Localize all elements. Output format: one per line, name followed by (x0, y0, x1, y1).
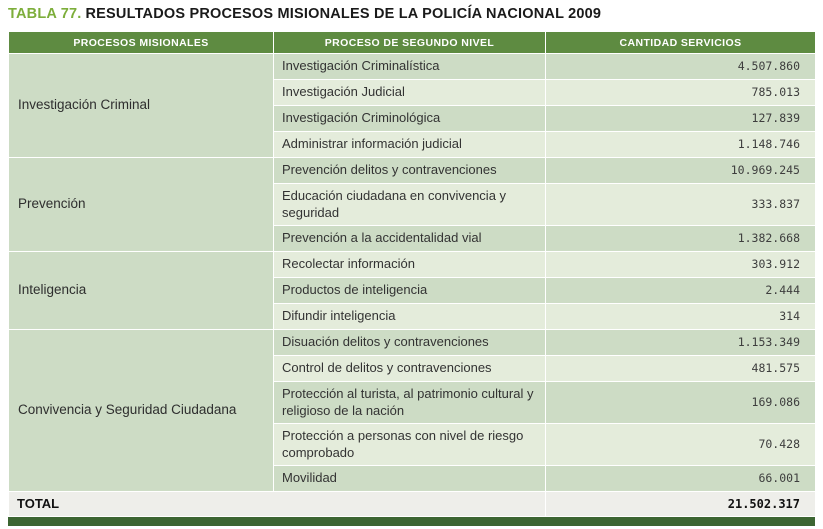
process-cell: Protección a personas con nivel de riesgo comprobado (274, 424, 546, 466)
process-cell: Movilidad (274, 466, 546, 492)
value-cell: 303.912 (546, 252, 816, 278)
process-cell: Educación ciudadana en convivencia y seguridad (274, 184, 546, 226)
process-cell: Control de delitos y contravenciones (274, 356, 546, 382)
table-row (9, 252, 816, 278)
process-cell: Prevención a la accidentalidad vial (274, 226, 546, 252)
group-cell-investigacion-criminal: Investigación Criminal (9, 54, 274, 158)
group-cell-prevencion: Prevención (9, 158, 274, 252)
value-cell: 4.507.860 (546, 54, 816, 80)
process-cell: Productos de inteligencia (274, 278, 546, 304)
group-cell-convivencia-seguridad: Convivencia y Seguridad Ciudadana (9, 330, 274, 492)
value-cell: 481.575 (546, 356, 816, 382)
value-cell: 169.086 (546, 382, 816, 424)
process-cell: Difundir inteligencia (274, 304, 546, 330)
table-header-row (9, 32, 816, 54)
process-cell: Prevención delitos y contravenciones (274, 158, 546, 184)
header-procesos-misionales: PROCESOS MISIONALES (9, 32, 274, 54)
value-cell: 1.153.349 (546, 330, 816, 356)
value-cell: 10.969.245 (546, 158, 816, 184)
total-row (9, 492, 816, 517)
value-cell: 1.382.668 (546, 226, 816, 252)
header-proceso-segundo-nivel: PROCESO DE SEGUNDO NIVEL (274, 32, 546, 54)
process-cell: Investigación Criminalística (274, 54, 546, 80)
process-cell: Investigación Judicial (274, 80, 546, 106)
process-cell: Investigación Criminológica (274, 106, 546, 132)
results-table (8, 31, 816, 517)
value-cell: 70.428 (546, 424, 816, 466)
table-row (9, 158, 816, 184)
value-cell: 314 (546, 304, 816, 330)
process-cell: Administrar información judicial (274, 132, 546, 158)
process-cell: Protección al turista, al patrimonio cultural y religioso de la nación (274, 382, 546, 424)
process-cell: Disuación delitos y contravenciones (274, 330, 546, 356)
process-cell: Recolectar información (274, 252, 546, 278)
table-number-label: TABLA 77. (8, 6, 82, 22)
value-cell: 333.837 (546, 184, 816, 226)
table-title (8, 6, 815, 22)
header-cantidad-servicios: CANTIDAD SERVICIOS (546, 32, 816, 54)
total-value: 21.502.317 (546, 492, 816, 517)
value-cell: 2.444 (546, 278, 816, 304)
group-cell-inteligencia: Inteligencia (9, 252, 274, 330)
value-cell: 66.001 (546, 466, 816, 492)
table-row (9, 54, 816, 80)
value-cell: 1.148.746 (546, 132, 816, 158)
table-row (9, 330, 816, 356)
table-title-text: RESULTADOS PROCESOS MISIONALES DE LA POLICÍA NACIONAL 2009 (85, 6, 602, 22)
total-label: TOTAL (9, 492, 546, 517)
value-cell: 127.839 (546, 106, 816, 132)
table-bottom-bar (8, 517, 815, 526)
value-cell: 785.013 (546, 80, 816, 106)
